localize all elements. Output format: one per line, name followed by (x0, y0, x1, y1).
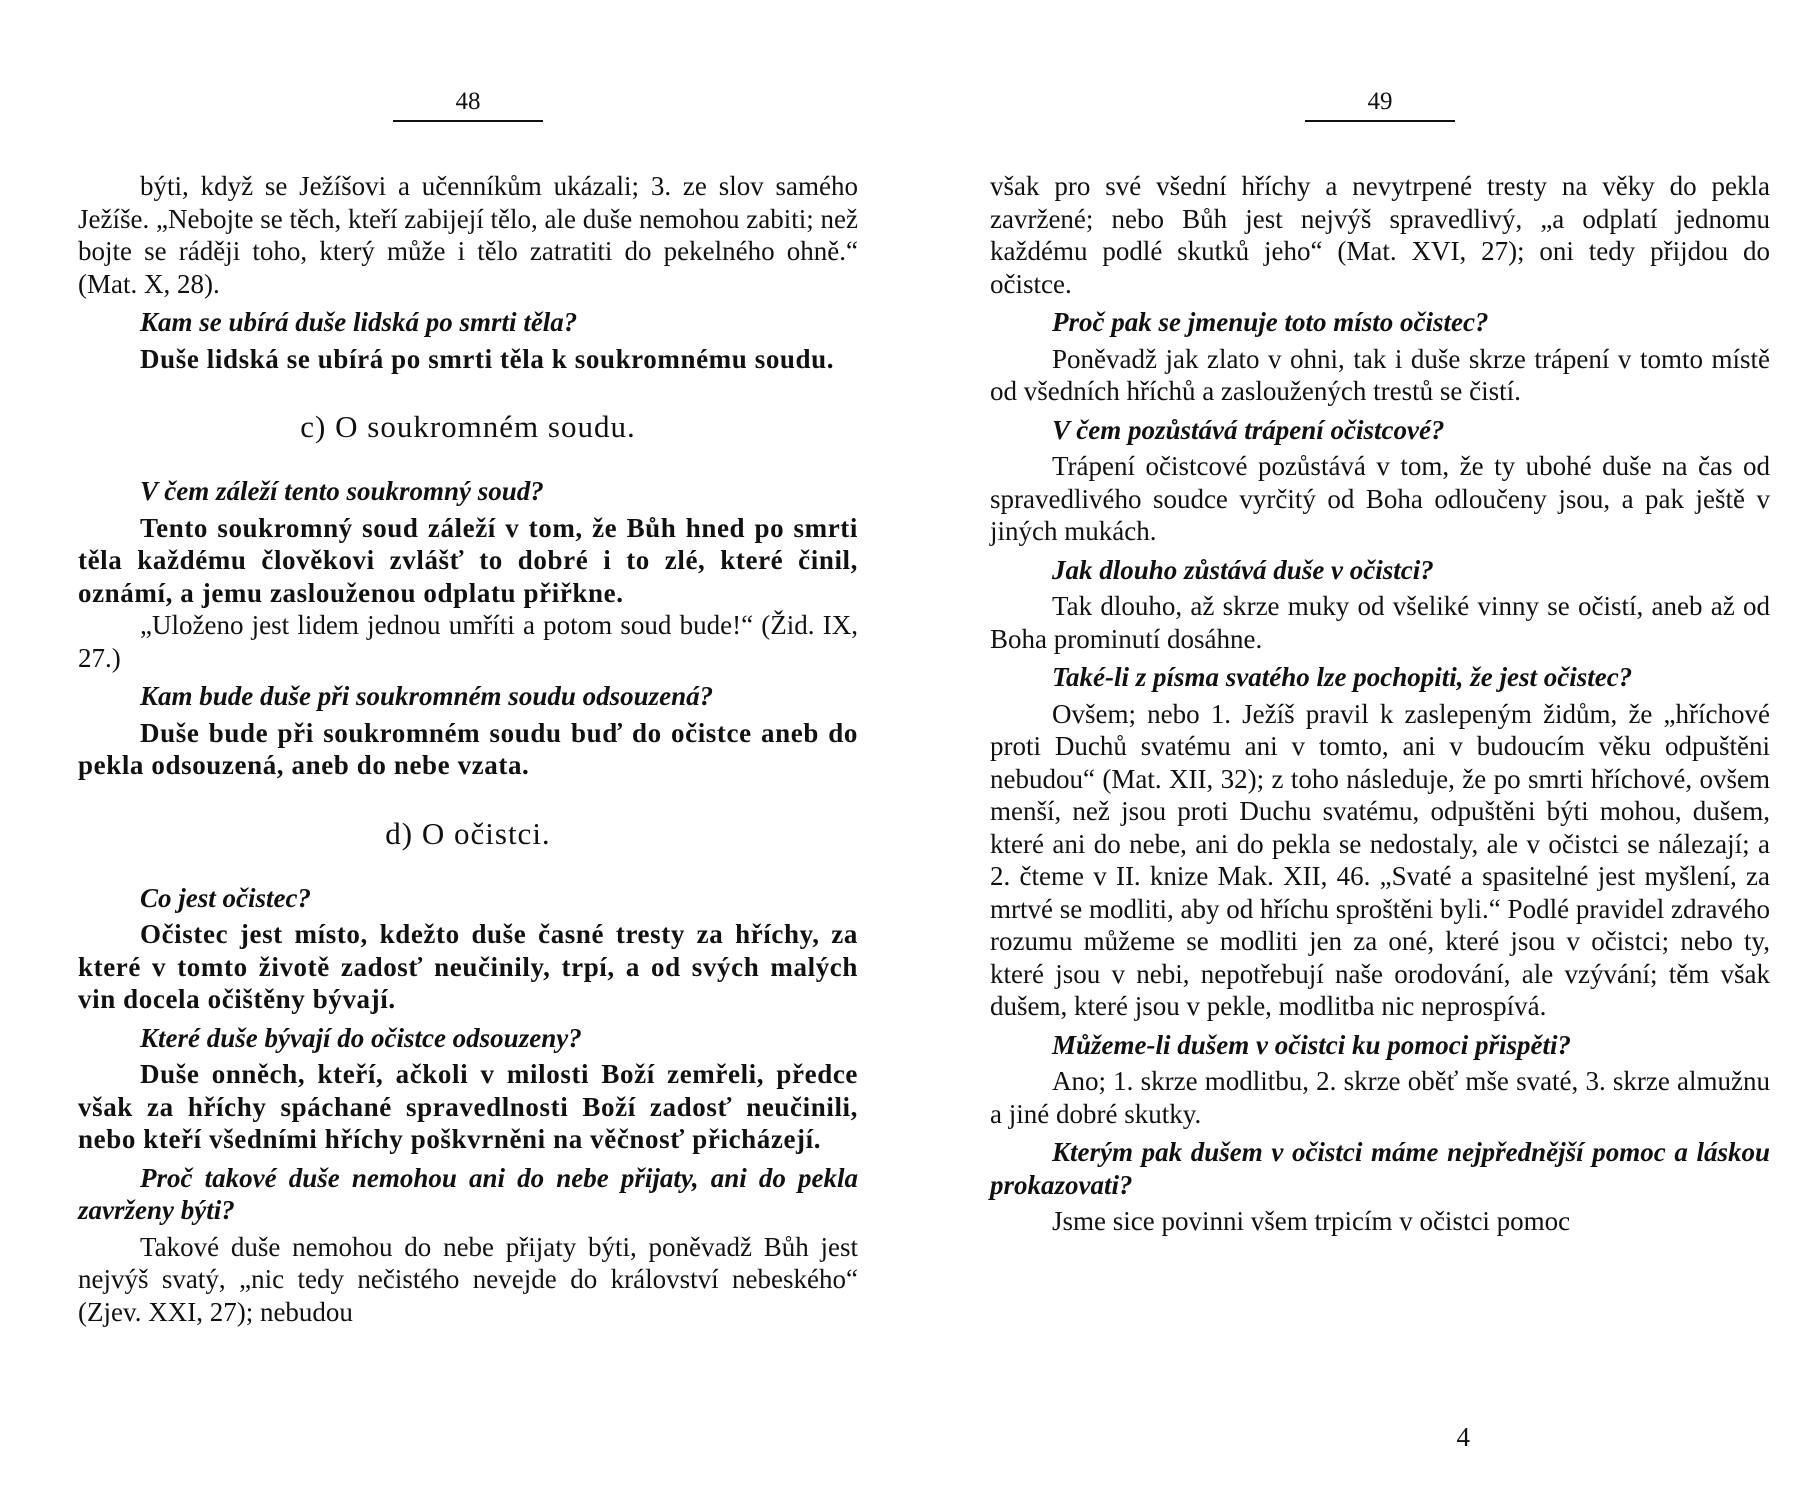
catechism-answer: Očistec jest místo, kdežto duše časné tresty za hříchy, za které v tomto životě zadosť neučinily, trpí, a od svých malých vin docela očištěny bývají. (78, 919, 858, 1014)
catechism-answer: Duše onněch, kteří, ačkoli v milosti Boží zemřeli, předce však za hříchy spáchané spravedlnosti Boží zadosť neučinili, nebo kteří všedními hříchy poškvrněni na věčnosť přicházejí. (78, 1059, 858, 1154)
catechism-question: Kterým pak dušem v očistci máme nejpřednější pomoc a láskou prokazovati? (990, 1137, 1770, 1200)
catechism-question: Proč pak se jmenuje toto místo očistec? (1052, 307, 1489, 337)
catechism-question: Jak dlouho zůstává duše v očistci? (1052, 554, 1434, 585)
catechism-question: Co jest očistec? (140, 882, 311, 913)
catechism-answer: Ano; 1. skrze modlitbu, 2. skrze oběť mše svaté, 3. skrze almužnu a jiné dobré skutky. (990, 1066, 1770, 1129)
catechism-question: Kam se ubírá duše lidská po smrti těla? (140, 307, 578, 337)
catechism-answer: však pro své všední hříchy a nevytrpené tresty na věky do pekla zavržené; nebo Bůh jest nejvýš spravedlivý, „a odplatí jednomu každému podlé skutků jeho“ (Mat. XVI, 27); oni tedy přijdou do očistce. (990, 171, 1770, 299)
section-heading: d) O očistci. (385, 815, 551, 851)
page-number: 48 (78, 88, 858, 122)
page-body (78, 170, 858, 1328)
catechism-question: Kam bude duše při soukromném soudu odsouzená? (140, 681, 714, 711)
catechism-answer: Duše bude při soukromném soudu buď do očistce aneb do pekla odsouzená, aneb do nebe vzata. (78, 717, 858, 780)
catechism-answer: Poněvadž jak zlato v ohni, tak i duše skrze trápení v tomto místě od všedních hříchů a zasloužených trestů se čistí. (990, 343, 1770, 406)
catechism-answer: býti, když se Ježíšovi a učenníkům ukázali; 3. ze slov samého Ježíše. „Nebojte se těch, kteří zabijejí tělo, ale duše nemohou zabiti; než bojte se ráději toho, který může i tělo zatratiti do pekelného ohně.“ (Mat. X, 28). (78, 171, 858, 299)
catechism-answer: Trápení očistcové pozůstává v tom, že ty ubohé duše na čas od spravedlivého soudce vyrčitý od Boha odloučeny jsou, a pak ještě v jiných mukách. (990, 451, 1770, 546)
catechism-answer: Duše lidská se ubírá po smrti těla k soukromnému soudu. (140, 343, 835, 374)
catechism-answer: „Uloženo jest lidem jednou umříti a potom soud bude!“ (Žid. IX, 27.) (78, 610, 858, 673)
catechism-answer: Tak dlouho, až skrze muky od všeliké vinny se očistí, aneb až od Boha prominutí dosáhne. (990, 591, 1770, 654)
catechism-question: V čem pozůstává trápení očistcové? (1052, 414, 1445, 445)
catechism-question: Které duše bývají do očistce odsouzeny? (140, 1022, 582, 1053)
page-body (990, 170, 1770, 1238)
page-number: 49 (990, 88, 1770, 122)
catechism-question: Proč takové duše nemohou ani do nebe přijaty, ani do pekla zavrženy býti? (78, 1162, 858, 1225)
catechism-question: Také-li z písma svatého lze pochopiti, že jest očistec? (1052, 662, 1633, 692)
section-heading: c) O soukromném soudu. (300, 409, 636, 444)
catechism-answer: Tento soukromný soud záleží v tom, že Bůh hned po smrti těla každému člověkovi zvlášť to dobré i to zlé, které činil, oznámí, a jemu zaslouženou odplatu přiřkne. (78, 512, 858, 608)
catechism-answer: Ovšem; nebo 1. Ježíš pravil k zaslepeným židům, že „hříchové proti Duchů svatému ani v tomto, ani v budoucím věku odpuštěni nebudou“ (Mat. XII, 32); z toho následuje, že po smrti hříchové, ovšem menší, než jsou proti Duchu svatému, odpuštěni býti mohou, dušem, které ani do nebe, ani do pekla se nedostaly, ale v očistci se nálezají; a 2. čteme v II. knize Mak. XII, 46. „Svaté a spasitelné jest myšlení, za mrtvé se modliti, aby od hříchu sproštěni byli.“ Podlé pravidel zdravého rozumu můžeme se modliti jen za oné, které jsou v očistci; nebo ty, které jsou v nebi, nepotřebují naše orodování, ale vzývání; těm však dušem, které jsou v pekle, modlitba nic neprospívá. (990, 698, 1770, 1021)
catechism-answer: Takové duše nemohou do nebe přijaty býti, poněvadž Bůh jest nejvýš svatý, „nic tedy nečistého nevejde do království nebeského“ (Zjev. XXI, 27); nebudou (78, 1231, 858, 1327)
right-page (990, 0, 1770, 1500)
signature-mark: 4 (1456, 1422, 1470, 1452)
catechism-question: V čem záleží tento soukromný soud? (140, 476, 544, 506)
catechism-answer: Jsme sice povinni všem trpicím v očistci pomoc (1052, 1206, 1571, 1236)
left-page (78, 0, 858, 1500)
catechism-question: Můžeme-li dušem v očistci ku pomoci přispěti? (1052, 1029, 1571, 1060)
